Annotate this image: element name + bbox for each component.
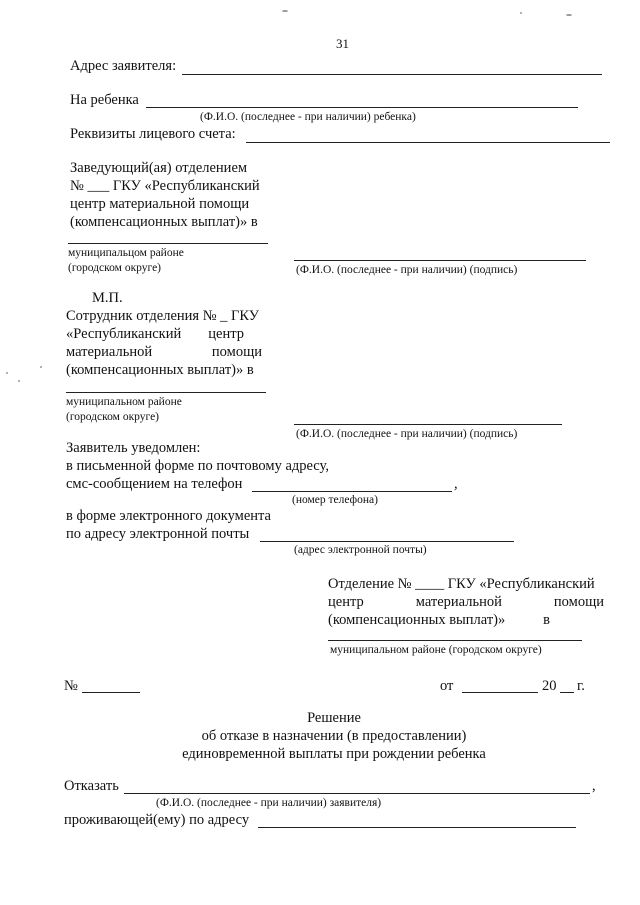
phone-line (252, 491, 452, 492)
phone-comma: , (454, 476, 458, 492)
year-label: 20 (542, 678, 557, 694)
head-district-hint-b: (городском округе) (68, 262, 162, 274)
head-district-hint-a: муниципальцом районе (68, 247, 184, 259)
scan-speck (566, 14, 572, 16)
head-signature-hint: (Ф.И.О. (последнее - при наличии) (подпись) (296, 264, 518, 276)
staff-district-line (66, 392, 266, 393)
recipient-line-3a: (компенсационных выплат)» (328, 612, 506, 628)
refuse-comma: , (592, 778, 596, 794)
title-line-3: единовременной выплаты при рождении ребенка (182, 746, 486, 762)
year-suffix: г. (577, 678, 585, 694)
notice-line-3: смс-сообщением на телефон (66, 476, 243, 492)
notice-line-5: по адресу электронной почты (66, 526, 250, 542)
applicant-address-label: Адрес заявителя: (70, 58, 177, 74)
staff-signature-line (294, 424, 562, 425)
recipient-line-3 (328, 612, 550, 629)
head-line-2: № ___ ГКУ «Республиканский (70, 178, 260, 194)
date-label: от (440, 678, 454, 694)
recipient-word-2: материальной (415, 594, 502, 610)
title-line-2: об отказе в назначении (в предоставлении) (201, 728, 467, 744)
staff-district-hint-b: (городском округе) (66, 411, 160, 423)
title-line-1: Решение (307, 710, 361, 726)
year-line (560, 692, 574, 693)
residing-label: проживающей(ему) по адресу (64, 812, 250, 828)
staff-district-hint-a: муниципальном районе (66, 396, 182, 408)
stamp-label: М.П. (92, 290, 123, 306)
staff-line-3 (66, 344, 262, 361)
scan-speck (6, 372, 8, 374)
recipient-word-1: центр (328, 594, 364, 610)
refuse-label: Отказать (64, 778, 119, 794)
email-line (260, 541, 514, 542)
account-label: Реквизиты лицевого счета: (70, 126, 236, 142)
notice-line-4: в форме электронного документа (66, 508, 271, 524)
recipient-line-1: Отделение № ____ ГКУ «Республиканский (328, 576, 595, 592)
head-line-3: центр материальной помощи (70, 196, 250, 212)
staff-signature-hint: (Ф.И.О. (последнее - при наличии) (подпись) (296, 428, 518, 440)
recipient-district-line (328, 640, 582, 641)
refuse-name-hint: (Ф.И.О. (последнее - при наличии) заявителя) (156, 797, 382, 809)
recipient-line-3b: в (543, 612, 550, 628)
residing-address-line (258, 827, 576, 828)
staff-line-1: Сотрудник отделения № _ ГКУ (66, 308, 260, 324)
scan-speck (520, 12, 522, 14)
account-line (246, 142, 610, 143)
head-line-1: Заведующий(ая) отделением (70, 160, 248, 176)
child-label: На ребенка (70, 92, 139, 108)
staff-line-4: (компенсационных выплат)» в (66, 362, 254, 378)
scan-speck (18, 380, 20, 382)
number-label: № (64, 678, 78, 694)
staff-line-3b: помощи (211, 344, 262, 360)
email-hint: (адрес электронной почты) (294, 544, 427, 556)
recipient-district-hint: муниципальном районе (городском округе) (330, 644, 542, 656)
staff-line-2a: «Республиканский (66, 326, 182, 342)
child-name-line (146, 107, 578, 108)
applicant-address-line (182, 74, 602, 75)
notice-line-1: Заявитель уведомлен: (66, 440, 201, 456)
recipient-word-3: помощи (553, 594, 604, 610)
head-district-line (68, 243, 268, 244)
scan-speck (282, 10, 288, 12)
staff-line-2 (66, 326, 244, 343)
head-signature-line (294, 260, 586, 261)
staff-line-2b: центр (208, 326, 244, 342)
phone-hint: (номер телефона) (292, 494, 378, 506)
notice-line-2: в письменной форме по почтовому адресу, (66, 458, 329, 474)
recipient-line-2 (328, 594, 604, 611)
page-number: 31 (336, 36, 349, 51)
child-name-hint: (Ф.И.О. (последнее - при наличии) ребенка) (200, 111, 416, 123)
date-line (462, 692, 538, 693)
staff-line-3a: материальной (66, 344, 153, 360)
refuse-name-line (124, 793, 590, 794)
scan-speck (40, 366, 42, 368)
number-line (82, 692, 140, 693)
head-line-4: (компенсационных выплат)» в (70, 214, 258, 230)
